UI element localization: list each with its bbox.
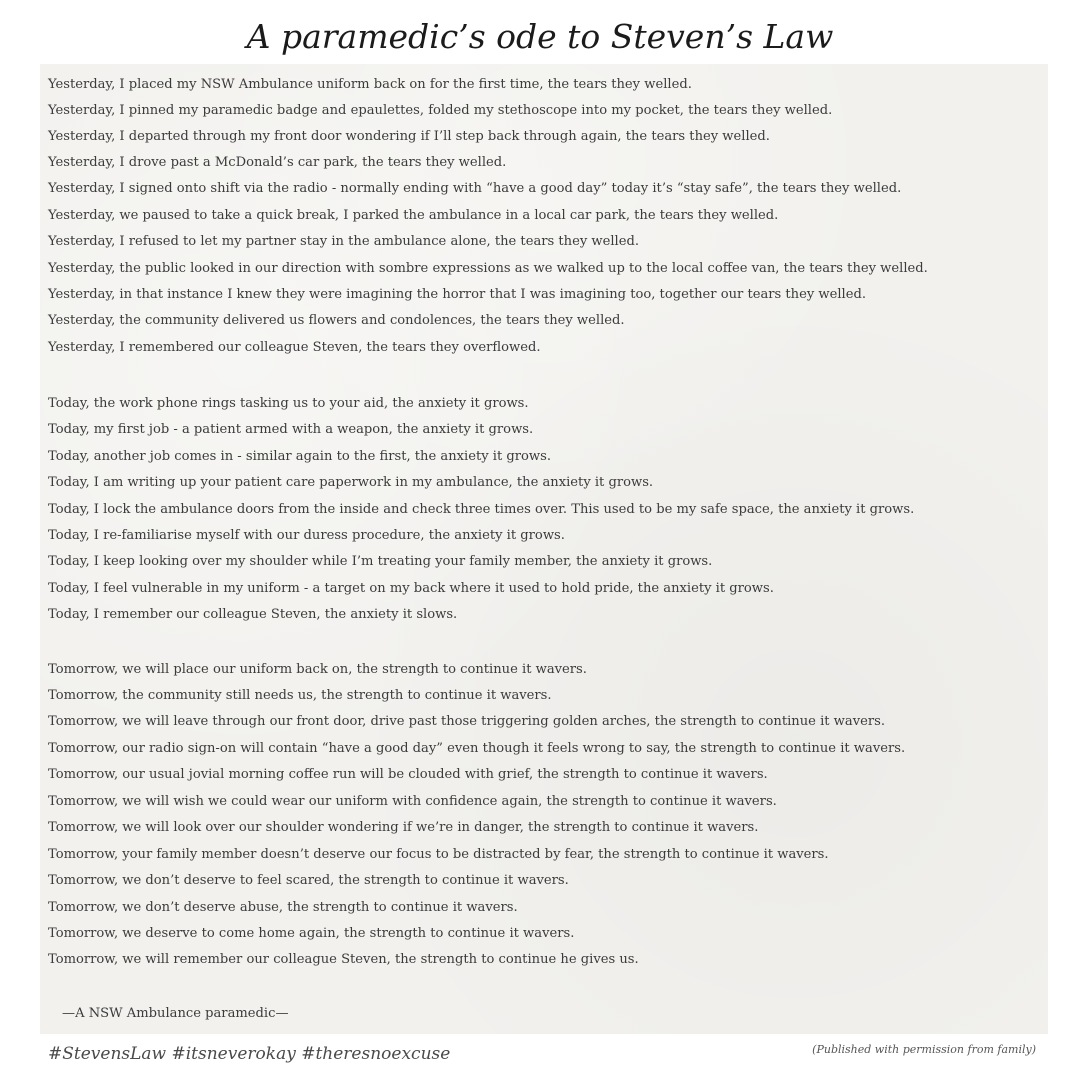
poem-line: Tomorrow, we will leave through our front door, drive past those triggering golden arches, the strength to continue it wavers. [48,714,885,729]
poem-line: Yesterday, the community delivered us flowers and condolences, the tears they welled. [48,313,625,328]
poem-line: Tomorrow, we will look over our shoulder wondering if we’re in danger, the strength to continue it wavers. [48,820,759,835]
poem-line: Yesterday, I refused to let my partner stay in the ambulance alone, the tears they welled. [48,234,640,249]
poem-line: Today, I lock the ambulance doors from the inside and check three times over. This used to be my safe space, the anxiety it grows. [48,502,915,517]
poem-line: Tomorrow, we deserve to come home again, the strength to continue it wavers. [48,926,575,941]
poem-line: Tomorrow, we will place our uniform back on, the strength to continue it wavers. [48,662,587,677]
poem-line: Today, the work phone rings tasking us to your aid, the anxiety it grows. [48,396,529,411]
poem-line: Today, my first job - a patient armed with a weapon, the anxiety it grows. [48,422,534,437]
poem-line: Yesterday, I remembered our colleague Steven, the tears they overflowed. [48,340,541,355]
poem-title: A paramedic’s ode to Steven’s Law [246,17,834,56]
poem-line: Tomorrow, we will wish we could wear our uniform with confidence again, the strength to continue it wavers. [48,794,777,809]
poem-line: Today, another job comes in - similar again to the first, the anxiety it grows. [48,449,552,464]
poem-line: Yesterday, I departed through my front door wondering if I’ll step back through again, the tears they welled. [48,129,770,144]
poem-line: Today, I am writing up your patient care paperwork in my ambulance, the anxiety it grows. [48,475,654,490]
poem-line: Tomorrow, our radio sign-on will contain “have a good day” even though it feels wrong to say, the strength to continue it wavers. [48,741,906,756]
poem-line: Yesterday, we paused to take a quick break, I parked the ambulance in a local car park, the tears they welled. [48,208,779,223]
poem-line: Tomorrow, your family member doesn’t deserve our focus to be distracted by fear, the strength to continue it wavers. [48,847,829,862]
signature: —A NSW Ambulance paramedic— [62,1006,289,1021]
poem-line: Today, I re-familiarise myself with our duress procedure, the anxiety it grows. [48,528,565,543]
poem-line: Today, I feel vulnerable in my uniform - a target on my back where it used to hold pride, the anxiety it grows. [48,581,774,596]
poem-line: Yesterday, in that instance I knew they were imagining the horror that I was imagining too, together our tears they welled. [48,287,867,302]
poem-line: Tomorrow, we don’t deserve to feel scared, the strength to continue it wavers. [48,873,569,888]
poem-line: Tomorrow, we will remember our colleague Steven, the strength to continue he gives us. [48,952,639,967]
poem-line: Yesterday, I pinned my paramedic badge and epaulettes, folded my stethoscope into my pocket, the tears they welled. [48,103,833,118]
poem-line: Tomorrow, we don’t deserve abuse, the strength to continue it wavers. [48,900,518,915]
poem-line: Yesterday, I signed onto shift via the radio - normally ending with “have a good day” today it’s “stay safe”, the tears they welled. [48,181,902,196]
poem-line: Today, I keep looking over my shoulder while I’m treating your family member, the anxiety it grows. [48,554,713,569]
permission-note: (Published with permission from family) [812,1043,1036,1056]
poem-line: Tomorrow, the community still needs us, the strength to continue it wavers. [48,688,552,703]
poem-line: Yesterday, I placed my NSW Ambulance uniform back on for the first time, the tears they welled. [48,77,692,92]
hashtags: #StevensLaw #itsneverokay #theresnoexcuse [48,1044,451,1064]
poem-line: Today, I remember our colleague Steven, the anxiety it slows. [48,607,458,622]
poem-line: Yesterday, I drove past a McDonald’s car park, the tears they welled. [48,155,507,170]
poem-line: Tomorrow, our usual jovial morning coffee run will be clouded with grief, the strength to continue it wavers. [48,767,768,782]
poem-line: Yesterday, the public looked in our direction with sombre expressions as we walked up to the local coffee van, the tears they welled. [48,261,928,276]
